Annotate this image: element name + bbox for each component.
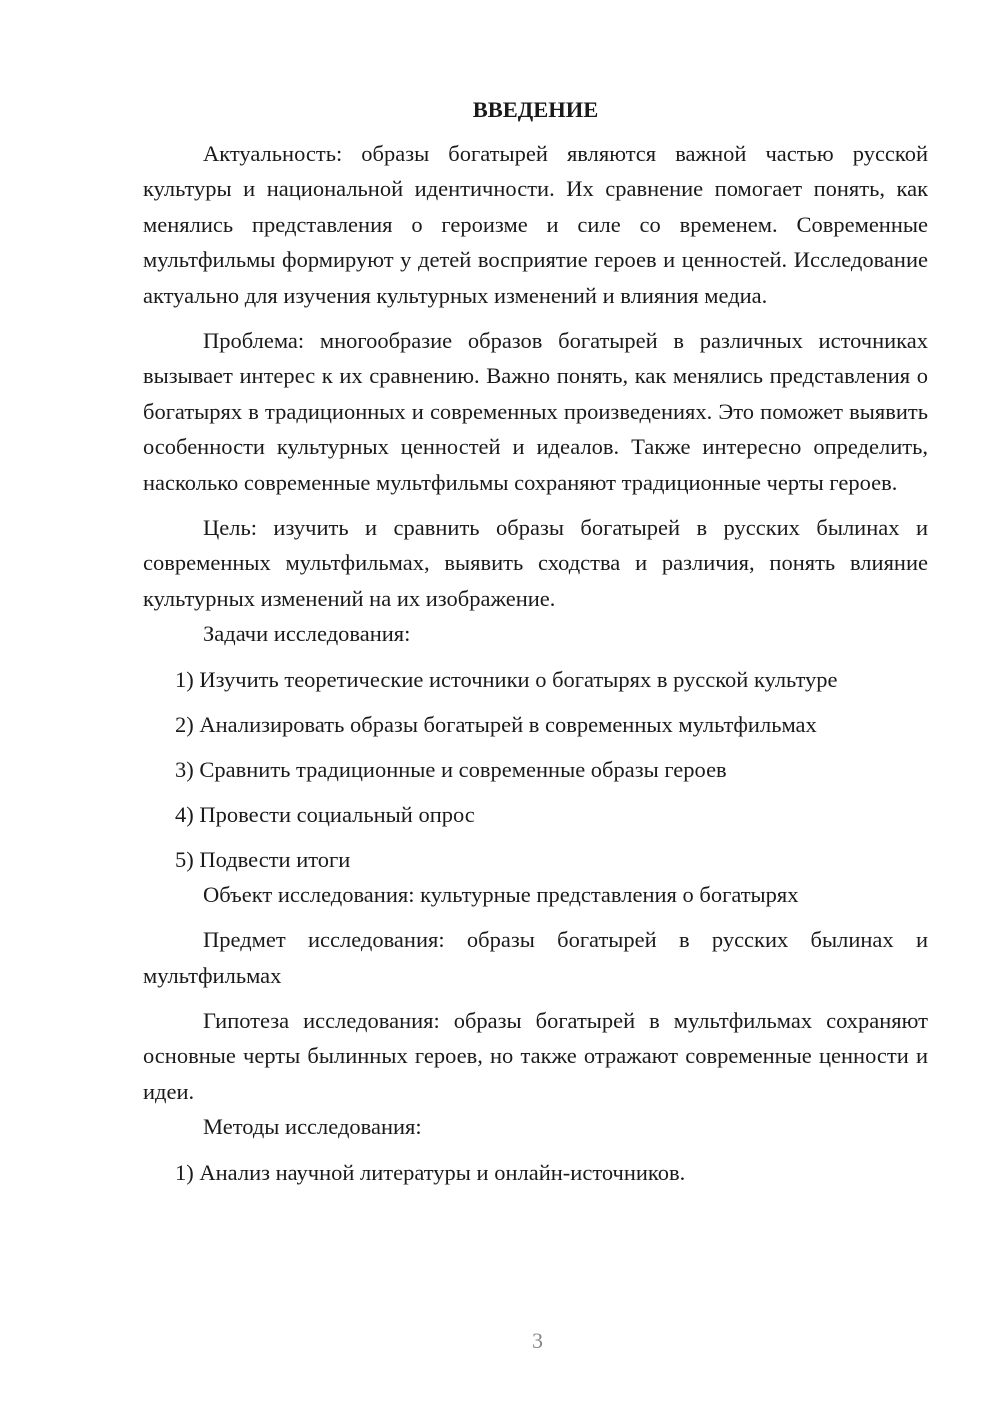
- page-title: ВВЕДЕНИЕ: [472, 97, 599, 122]
- list-item: 5) Подвести итоги: [175, 846, 351, 872]
- page-number: 3: [532, 1328, 543, 1353]
- methods-heading: Методы исследования:: [203, 1114, 422, 1140]
- list-item: 1) Изучить теоретические источники о богатырях в русской культуре: [175, 666, 838, 692]
- list-item: 1) Анализ научной литературы и онлайн-источников.: [175, 1159, 686, 1185]
- document-page: [143, 92, 928, 1190]
- subject-paragraph: Предмет исследования: образы богатырей в русских былинах и мультфильмах: [143, 927, 928, 988]
- hypothesis-paragraph: Гипотеза исследования: образы богатырей в мультфильмах сохраняют основные черты былинных героев, но также отражают современные ценности и идеи.: [143, 1007, 928, 1104]
- list-item: 2) Анализировать образы богатырей в современных мультфильмах: [175, 711, 817, 737]
- problem-paragraph: Проблема: многообразие образов богатырей в различных источниках вызывает интерес к их сравнению. Важно понять, как менялись представления о богатырях в традиционных и современных произведениях. Это поможет выявить особенности культурных ценностей и идеалов. Также интересно определить, насколько современные мультфильмы сохраняют традиционные черты героев.: [143, 328, 928, 495]
- list-item: 4) Провести социальный опрос: [175, 801, 475, 827]
- tasks-heading: Задачи исследования:: [203, 621, 411, 647]
- goal-paragraph: Цель: изучить и сравнить образы богатырей в русских былинах и современных мультфильмах, выявить сходства и различия, понять влияние культурных изменений на их изображение.: [143, 515, 928, 611]
- list-item: 3) Сравнить традиционные и современные образы героев: [175, 756, 727, 782]
- relevance-paragraph: Актуальность: образы богатырей являются важной частью русской культуры и национальной идентичности. Их сравнение помогает понять, как менялись представления о героизме и силе со временем. Современные мультфильмы формируют у детей восприятие героев и ценностей. Исследование актуально для изучения культурных изменений и влияния медиа.: [143, 141, 928, 308]
- object-line: Объект исследования: культурные представления о богатырях: [203, 881, 799, 907]
